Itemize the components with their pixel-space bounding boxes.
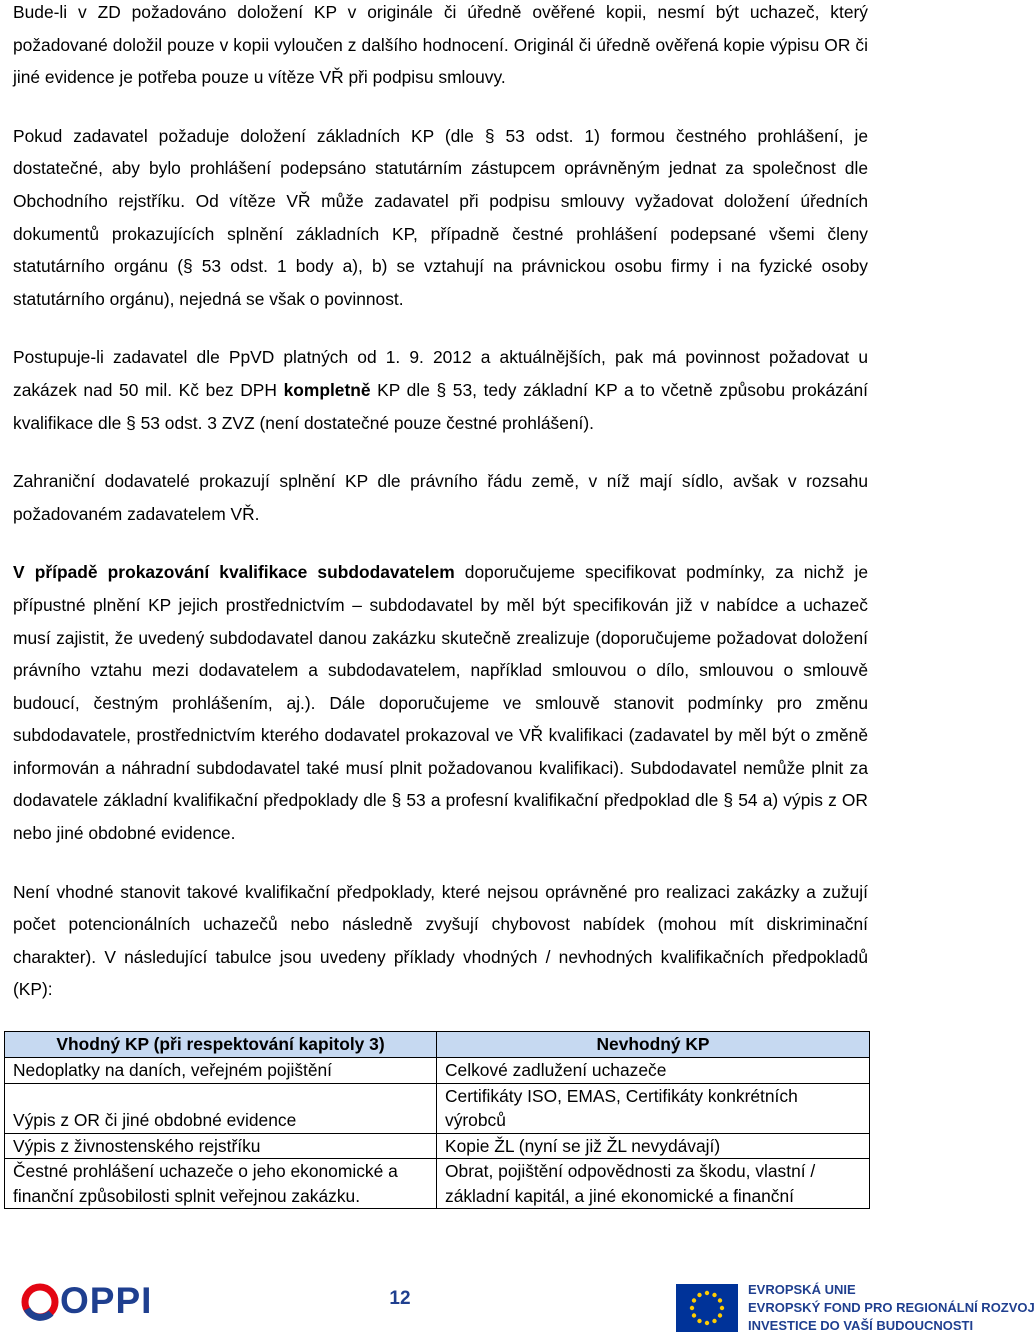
bold-text: V případě prokazování kvalifikace subdodavatelem — [13, 562, 455, 583]
text-segment: 54 a) výpis z OR nebo jiné obdobné evidence. — [13, 790, 868, 844]
oppi-logo-text: OPPI — [60, 1280, 153, 1321]
section-sign: § — [391, 790, 402, 811]
section-sign: § — [484, 125, 495, 146]
kp-examples-table — [4, 1031, 870, 1209]
section-sign: § — [126, 412, 136, 433]
text-segment: Pokud zadavatel požaduje doložení základních KP (dle — [13, 125, 485, 146]
table-cell: Certifikáty ISO, EMAS, Certifikáty konkrétních výrobců — [437, 1083, 870, 1133]
bold-text: kompletně — [283, 379, 371, 400]
column-header-suitable: Vhodný KP (při respektování kapitoly 3) — [5, 1032, 437, 1058]
eu-line: EVROPSKÁ UNIE — [748, 1282, 856, 1297]
table-row — [5, 1058, 870, 1084]
section-sign: § — [723, 790, 734, 811]
table-cell: Nedoplatky na daních, veřejném pojištění — [5, 1058, 437, 1084]
eu-line: EVROPSKÝ FOND PRO REGIONÁLNÍ ROZVOJ — [748, 1300, 1035, 1315]
paragraph-ppvd — [13, 341, 868, 439]
table-cell: Celkové zadlužení uchazeče — [437, 1058, 870, 1084]
column-header-unsuitable: Nevhodný KP — [437, 1032, 870, 1058]
table-header-row — [5, 1032, 870, 1058]
paragraph-subcontractor — [13, 556, 868, 849]
text-segment: Postupuje-li zadavatel dle PpVD platných od 1. 9. 2012 a aktuálnějších, pak má povinnost požadovat u zakázek nad 50 mil. Kč bez DPH — [13, 347, 868, 400]
table-row — [5, 1159, 870, 1209]
page-footer — [0, 1270, 1035, 1339]
paragraph-inappropriate-kp: Není vhodné stanovit takové kvalifikační předpoklady, které nejsou oprávněné pro realizaci zakázky a zužují počet potencionálních uchazečů nebo následně zvyšují chybovost nabídek (mohou mít diskriminační charakter). V následující tabulce jsou uvedeny příklady vhodných / nevhodných kvalifikačních předpokladů (KP): — [13, 881, 868, 1000]
paragraph-originals: Bude-li v ZD požadováno doložení KP v originále či úředně ověřené kopii, nesmí být uchazeč, který požadované doložil pouze v kopii vyloučen z dalšího hodnocení. Originál či úředně ověřená kopie výpisu OR či jiné evidence je potřeba pouze u vítěze VŘ při podpisu smlouvy. — [13, 2, 868, 88]
section-sign: § — [182, 256, 193, 277]
text-segment: 53 a profesní kvalifikační předpoklad dle — [401, 790, 724, 811]
table-cell: Čestné prohlášení uchazeče o jeho ekonomické a finanční způsobilosti splnit veřejnou zakázku. — [5, 1159, 437, 1209]
document-body — [13, 0, 868, 1006]
table-cell: Kopie ŽL (nyní se již ŽL nevydávají) — [437, 1133, 870, 1159]
table-cell: Obrat, pojištění odpovědnosti za škodu, vlastní / základní kapitál, a jiné ekonomické a finanční — [437, 1159, 870, 1209]
section-sign: § — [436, 379, 447, 400]
page-number: 12 — [389, 1288, 411, 1309]
paragraph-basic-kp — [13, 120, 868, 316]
text-segment: 53 odst. 1) formou čestného prohlášení, je dostatečné, aby bylo prohlášení podepsáno statutárním zástupcem oprávněným jednat za společnost dle Obchodního rejstříku. Od vítěze VŘ může zadavatel při podpisu smlouvy vyžadovat doložení úředních dokumentů prokazujících splnění základních KP, případně čestné prohlášení podepsané všemi členy statutárního orgánu ( — [13, 125, 868, 277]
text-segment: doporučujeme specifikovat podmínky, za nichž je přípustné plnění KP jejich prostřednictvím – subdodavatel by měl být specifikován již v nabídce a uchazeč musí zajistit, že uvedený subdodavatel danou zakázku skutečně zrealizuje (doporučujeme požadovat doložení právního vztahu mezi dodavatelem a subdodavatelem, například smlouvou o dílo, smlouvou o smlouvě budoucí, čestným prohlášením, aj.). Dále doporučujeme ve smlouvě stanovit podmínky pro změnu subdodavatele, prostřednictvím kterého dodavatel prokazoval ve VŘ kvalifikaci (zadavatel by měl být o změně informován a náhradní subdodavatel také musí plnit požadovanou kvalifikaci). Subdodavatel nemůže plnit za dodavatele základní kvalifikační předpoklady dle — [13, 562, 869, 811]
eu-funding-text — [748, 1281, 1035, 1335]
text-segment: KP dle — [370, 379, 437, 400]
text-segment: 53 odst. 1 body a), b) se vztahují na právnickou osobu firmy i na fyzické osoby statutárního orgánu), nejedná se však o povinnost. — [13, 256, 868, 309]
eu-flag-icon — [676, 1284, 738, 1332]
text-segment: 53 odst. 3 ZVZ (není dostatečné pouze čestné prohlášení). — [135, 412, 594, 433]
eu-line: INVESTICE DO VAŠÍ BUDOUCNOSTI — [748, 1318, 974, 1333]
table-row — [5, 1133, 870, 1159]
paragraph-foreign-suppliers: Zahraniční dodavatelé prokazují splnění KP dle právního řádu země, v níž mají sídlo, avšak v rozsahu požadovaném zadavatelem VŘ. — [13, 471, 868, 524]
table-cell: Výpis z OR či jiné obdobné evidence — [5, 1083, 437, 1133]
table-cell: Výpis z živnostenského rejstříku — [5, 1133, 437, 1159]
text-segment: 53, tedy základní KP a to včetně způsobu prokázání kvalifikace dle — [13, 379, 868, 433]
table-row — [5, 1083, 870, 1133]
